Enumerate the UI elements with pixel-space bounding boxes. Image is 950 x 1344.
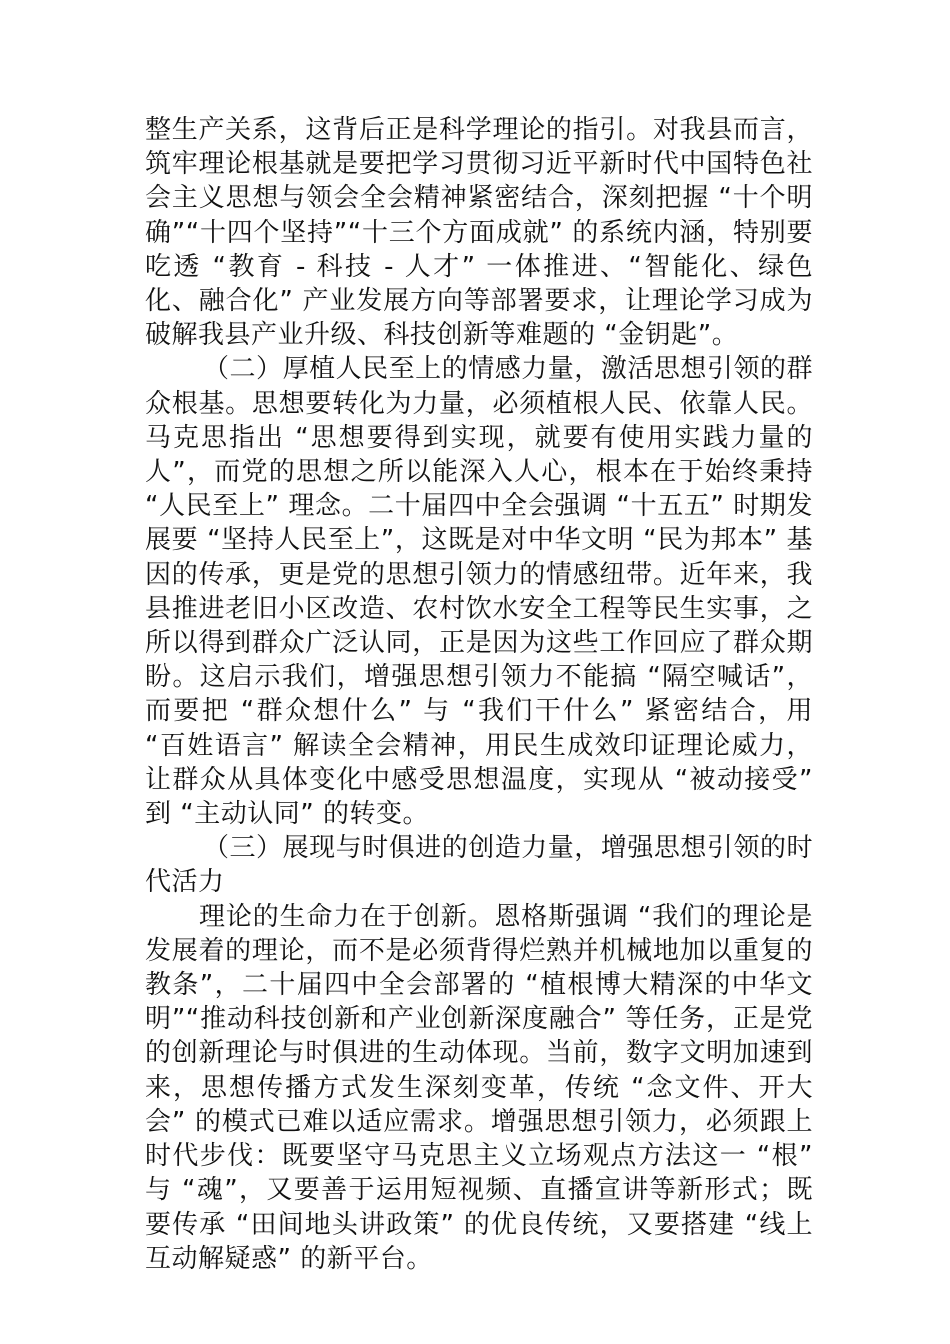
paragraph-continued: 整生产关系，这背后正是科学理论的指引。对我县而言，筑牢理论根基就是要把学习贯彻习近平新时代中国特色社会主义思想与领会全会精神紧密结合，深刻把握 “十个明确”“十四个坚持”“十三个方面成就” 的系统内涵，特别要吃透 “教育 - 科技 - 人才” 一体推进、“智能化、绿色化、融合化” 产业发展方向等部署要求，让理论学习成为破解我县产业升级、科技创新等难题的 “金钥匙”。 [145,115,813,351]
document-body [145,113,813,1276]
paragraph-section-three-body: 理论的生命力在于创新。恩格斯强调 “我们的理论是发展着的理论，而不是必须背得烂熟并机械地加以重复的教条”，二十届四中全会部署的 “植根博大精深的中华文明”“推动科技创新和产业创新深度融合” 等任务，正是党的创新理论与时俱进的生动体现。当前，数字文明加速到来，思想传播方式发生深刻变革，传统 “念文件、开大会” 的模式已难以适应需求。增强思想引领力，必须跟上时代步伐：既要坚守马克思主义立场观点方法这一 “根” 与 “魂”，又要善于运用短视频、直播宣讲等新形式；既要传承 “田间地头讲政策” 的优良传统，又要搭建 “线上互动解疑惑” 的新平台。 [145,901,813,1274]
section-three-heading: （三）展现与时俱进的创造力量，增强思想引领的时代活力 [145,833,813,898]
paragraph-section-two: （二）厚植人民至上的情感力量，激活思想引领的群众根基。思想要转化为力量，必须植根人民、依靠人民。马克思指出 “思想要得到实现，就要有使用实践力量的人”，而党的思想之所以能深入人心，根本在于始终秉持 “人民至上” 理念。二十届四中全会强调 “十五五” 时期发展要 “坚持人民至上”，这既是对中华文明 “民为邦本” 基因的传承，更是党的思想引领力的情感纽带。近年来，我县推进老旧小区改造、农村饮水安全工程等民生实事，之所以得到群众广泛认同，正是因为这些工作回应了群众期盼。这启示我们，增强思想引领力不能搞 “隔空喊话”，而要把 “群众想什么” 与 “我们干什么” 紧密结合，用 “百姓语言” 解读全会精神，用民生成效印证理论威力，让群众从具体变化中感受思想温度，实现从 “被动接受” 到 “主动认同” 的转变。 [145,354,813,830]
